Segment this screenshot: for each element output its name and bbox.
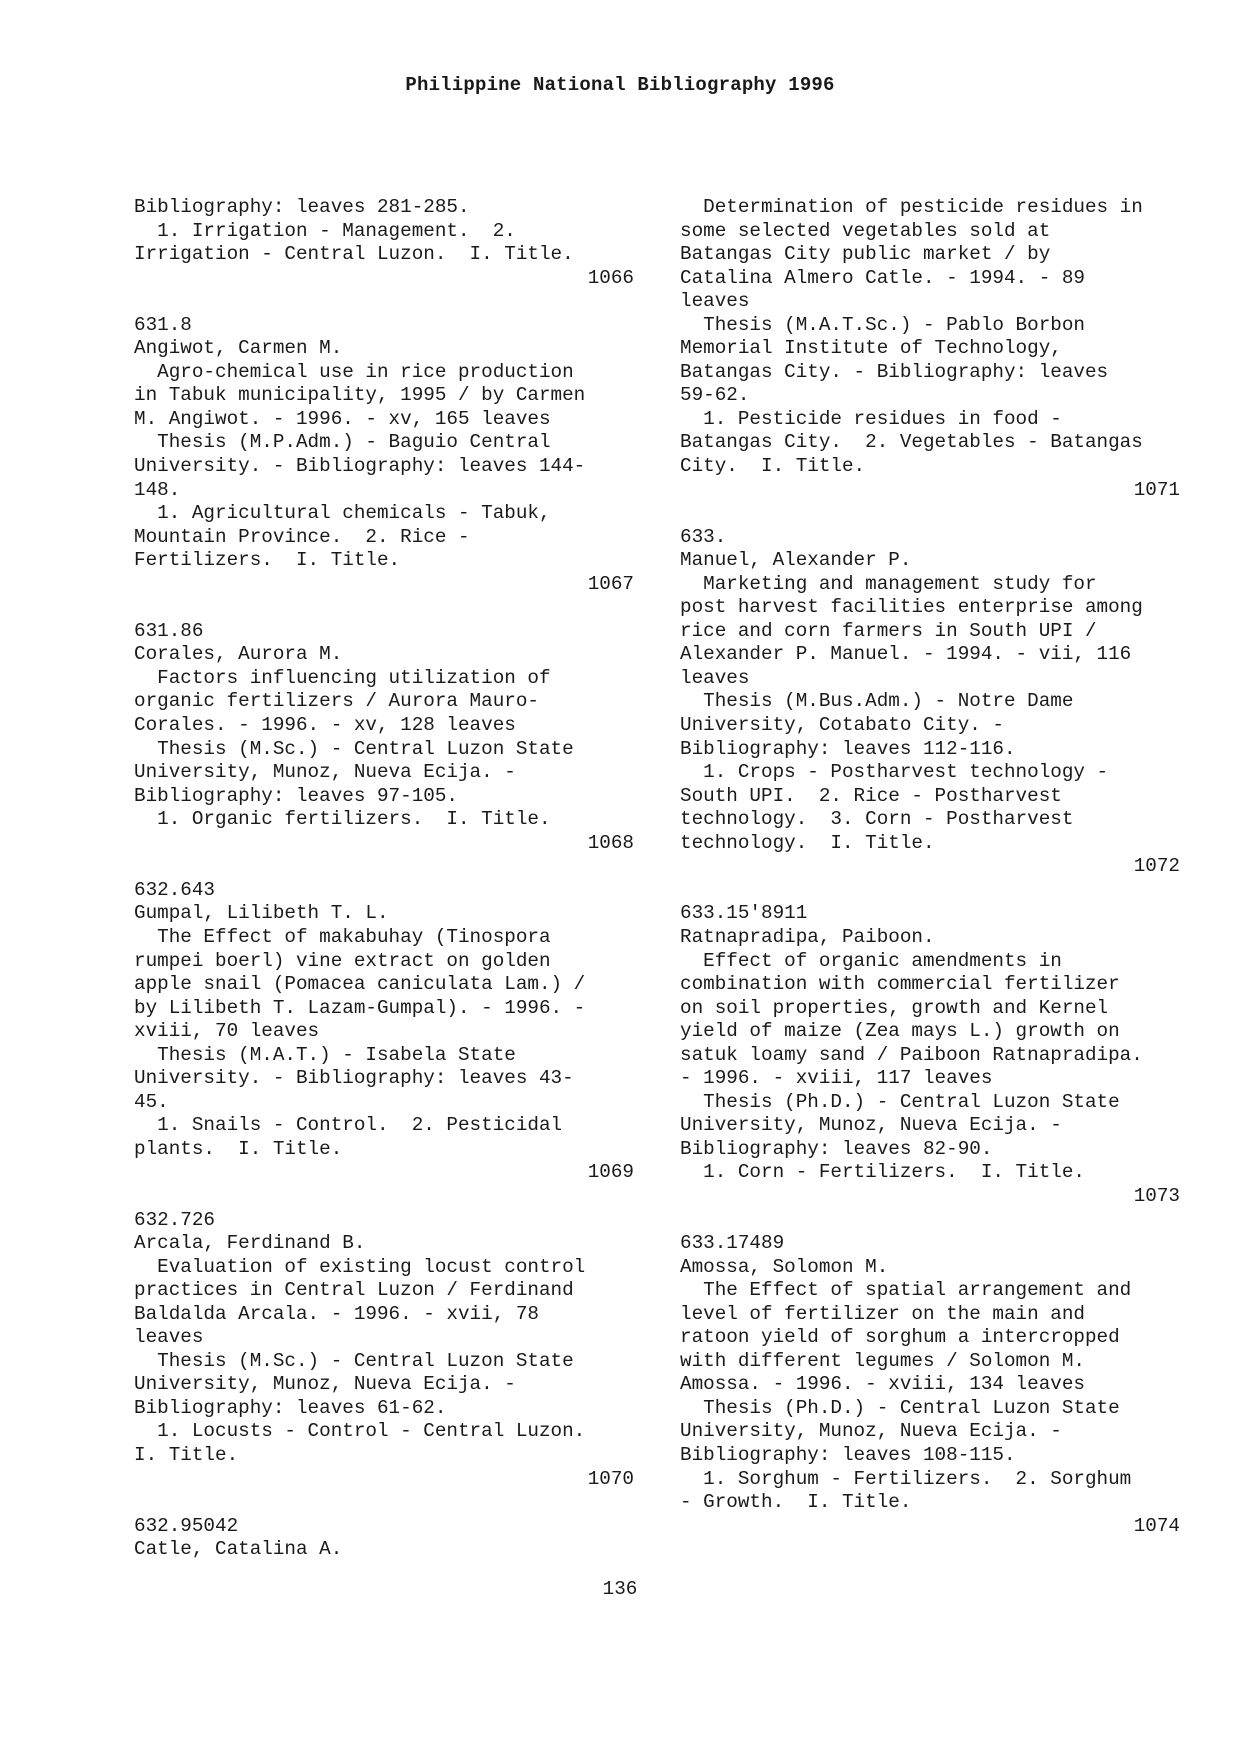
entry-number: 1074 xyxy=(1133,1514,1180,1537)
entry-line: Gumpal, Lilibeth T. L. xyxy=(134,902,389,925)
entry-line: xviii, 70 leaves xyxy=(134,1020,320,1043)
right-column xyxy=(680,196,1180,1538)
left-column xyxy=(134,196,634,1562)
entry-spacer xyxy=(134,1491,634,1515)
entry-line: 633.15'8911 xyxy=(680,902,808,925)
entry-line: Marketing and management study for xyxy=(680,572,1097,595)
entry-line: The Effect of makabuhay (Tinospora xyxy=(134,925,551,948)
entry-line: University, Munoz, Nueva Ecija. - xyxy=(680,1420,1062,1443)
entry-line: University, Munoz, Nueva Ecija. - xyxy=(134,1373,516,1396)
entry-spacer xyxy=(134,1185,634,1209)
entry-line: Catalina Almero Catle. - 1994. - 89 xyxy=(680,266,1085,289)
entry-line: Angiwot, Carmen M. xyxy=(134,337,343,360)
entry-line: 1. Organic fertilizers. I. Title. xyxy=(134,808,551,831)
continued-entry xyxy=(680,196,1180,502)
entry-line: Irrigation - Central Luzon. I. Title. xyxy=(134,243,574,266)
page-number: 136 xyxy=(602,1578,638,1600)
bibliography-entry xyxy=(680,902,1180,1208)
bibliography-entry xyxy=(680,526,1180,879)
entry-number: 1072 xyxy=(1133,855,1180,878)
entry-line: Alexander P. Manuel. - 1994. - vii, 116 xyxy=(680,643,1132,666)
entry-line: plants. I. Title. xyxy=(134,1137,343,1160)
entry-line: University, Cotabato City. - xyxy=(680,714,1004,737)
entry-line: Catle, Catalina A. xyxy=(134,1538,343,1561)
entry-number: 1070 xyxy=(587,1467,634,1490)
entry-line: Bibliography: leaves 108-115. xyxy=(680,1443,1016,1466)
entry-line: University. - Bibliography: leaves 144- xyxy=(134,455,586,478)
entry-spacer xyxy=(680,502,1180,526)
entry-spacer xyxy=(134,596,634,620)
continued-entry xyxy=(134,196,634,290)
entry-spacer xyxy=(134,855,634,879)
entry-line: Factors influencing utilization of xyxy=(134,666,551,689)
entry-line: on soil properties, growth and Kernel xyxy=(680,996,1109,1019)
bibliography-entry xyxy=(134,620,634,855)
entry-line: University, Munoz, Nueva Ecija. - xyxy=(680,1114,1062,1137)
entry-line: in Tabuk municipality, 1995 / by Carmen xyxy=(134,384,586,407)
entry-line: technology. I. Title. xyxy=(680,831,935,854)
entry-line: Bibliography: leaves 82-90. xyxy=(680,1137,993,1160)
entry-line: Thesis (Ph.D.) - Central Luzon State xyxy=(680,1396,1120,1419)
bibliography-entry xyxy=(134,879,634,1185)
entry-line: Arcala, Ferdinand B. xyxy=(134,1232,366,1255)
entry-line: level of fertilizer on the main and xyxy=(680,1302,1085,1325)
entry-spacer xyxy=(680,879,1180,903)
entry-line: Memorial Institute of Technology, xyxy=(680,337,1062,360)
entry-line: rumpei boerl) vine extract on golden xyxy=(134,949,551,972)
entry-line: post harvest facilities enterprise among xyxy=(680,596,1143,619)
entry-line: with different legumes / Solomon M. xyxy=(680,1349,1085,1372)
bibliography-entry xyxy=(134,314,634,597)
entry-number: 1071 xyxy=(1133,478,1180,501)
entry-line: yield of maize (Zea mays L.) growth on xyxy=(680,1020,1120,1043)
entry-line: Bibliography: leaves 61-62. xyxy=(134,1396,447,1419)
entry-line: - Growth. I. Title. xyxy=(680,1491,912,1514)
bibliography-entry xyxy=(134,1209,634,1492)
entry-line: apple snail (Pomacea caniculata Lam.) / xyxy=(134,973,586,996)
entry-line: 59-62. xyxy=(680,384,750,407)
entry-number: 1066 xyxy=(587,266,634,289)
entry-line: 1. Sorghum - Fertilizers. 2. Sorghum xyxy=(680,1467,1132,1490)
entry-line: leaves xyxy=(680,290,750,313)
entry-line: Effect of organic amendments in xyxy=(680,949,1062,972)
continuing-entry xyxy=(134,1515,634,1562)
entry-line: 1. Crops - Postharvest technology - xyxy=(680,761,1109,784)
entry-line: by Lilibeth T. Lazam-Gumpal). - 1996. - xyxy=(134,996,586,1019)
entry-line: City. I. Title. xyxy=(680,455,866,478)
entry-line: University, Munoz, Nueva Ecija. - xyxy=(134,761,516,784)
entry-line: Thesis (M.Bus.Adm.) - Notre Dame xyxy=(680,690,1074,713)
entry-line: Bibliography: leaves 112-116. xyxy=(680,737,1016,760)
entry-line: combination with commercial fertilizer xyxy=(680,973,1120,996)
entry-line: Bibliography: leaves 281-285. xyxy=(134,196,470,218)
entry-line: 1. Locusts - Control - Central Luzon. xyxy=(134,1420,586,1443)
entry-line: 1. Corn - Fertilizers. I. Title. xyxy=(680,1161,1085,1184)
entry-line: Thesis (M.A.T.Sc.) - Pablo Borbon xyxy=(680,313,1085,336)
entry-line: Agro-chemical use in rice production xyxy=(134,360,574,383)
entry-line: ratoon yield of sorghum a intercropped xyxy=(680,1326,1120,1349)
entry-line: Thesis (M.Sc.) - Central Luzon State xyxy=(134,737,574,760)
entry-number: 1069 xyxy=(587,1161,634,1184)
entry-line: Amossa. - 1996. - xviii, 134 leaves xyxy=(680,1373,1085,1396)
bibliography-entry xyxy=(680,1232,1180,1538)
entry-line: 631.8 xyxy=(134,313,192,336)
entry-line: leaves xyxy=(134,1326,204,1349)
entry-line: Corales. - 1996. - xv, 128 leaves xyxy=(134,714,516,737)
entry-line: The Effect of spatial arrangement and xyxy=(680,1279,1132,1302)
entry-line: Manuel, Alexander P. xyxy=(680,549,912,572)
entry-number: 1073 xyxy=(1133,1184,1180,1207)
entry-line: I. Title. xyxy=(134,1443,239,1466)
entry-line: 632.643 xyxy=(134,878,215,901)
entry-line: Thesis (M.Sc.) - Central Luzon State xyxy=(134,1349,574,1372)
entry-line: Corales, Aurora M. xyxy=(134,643,343,666)
entry-line: Thesis (M.P.Adm.) - Baguio Central xyxy=(134,431,551,454)
entry-line: Ratnapradipa, Paiboon. xyxy=(680,925,935,948)
entry-spacer xyxy=(680,1209,1180,1233)
entry-number: 1068 xyxy=(587,831,634,854)
entry-line: 633. xyxy=(680,525,727,548)
entry-line: Bibliography: leaves 97-105. xyxy=(134,784,458,807)
entry-line: practices in Central Luzon / Ferdinand xyxy=(134,1279,574,1302)
entry-line: Fertilizers. I. Title. xyxy=(134,549,401,572)
entry-line: Batangas City public market / by xyxy=(680,243,1051,266)
entry-line: 632.95042 xyxy=(134,1514,239,1537)
entry-line: 1. Agricultural chemicals - Tabuk, xyxy=(134,502,551,525)
entry-number: 1067 xyxy=(587,572,634,595)
entry-line: 1. Snails - Control. 2. Pesticidal xyxy=(134,1114,563,1137)
entry-line: 45. xyxy=(134,1090,169,1113)
entry-line: rice and corn farmers in South UPI / xyxy=(680,619,1097,642)
entry-line: 148. xyxy=(134,478,181,501)
entry-spacer xyxy=(134,290,634,314)
entry-line: satuk loamy sand / Paiboon Ratnapradipa. xyxy=(680,1043,1143,1066)
entry-line: 633.17489 xyxy=(680,1232,785,1255)
entry-line: Amossa, Solomon M. xyxy=(680,1255,889,1278)
entry-line: Baldalda Arcala. - 1996. - xvii, 78 xyxy=(134,1302,539,1325)
entry-line: Batangas City. 2. Vegetables - Batangas xyxy=(680,431,1143,454)
entry-line: some selected vegetables sold at xyxy=(680,219,1051,242)
entry-line: leaves xyxy=(680,666,750,689)
entry-line: - 1996. - xviii, 117 leaves xyxy=(680,1067,993,1090)
entry-line: M. Angiwot. - 1996. - xv, 165 leaves xyxy=(134,407,551,430)
entry-line: 632.726 xyxy=(134,1208,215,1231)
entry-line: 631.86 xyxy=(134,619,204,642)
entry-line: Thesis (Ph.D.) - Central Luzon State xyxy=(680,1090,1120,1113)
entry-line: Evaluation of existing locust control xyxy=(134,1255,586,1278)
page-title: Philippine National Bibliography 1996 xyxy=(405,74,835,96)
entry-line: organic fertilizers / Aurora Mauro- xyxy=(134,690,539,713)
entry-line: Thesis (M.A.T.) - Isabela State xyxy=(134,1043,516,1066)
entry-line: 1. Irrigation - Management. 2. xyxy=(134,219,516,242)
entry-line: Batangas City. - Bibliography: leaves xyxy=(680,360,1109,383)
entry-line: University. - Bibliography: leaves 43- xyxy=(134,1067,574,1090)
entry-line: Determination of pesticide residues in xyxy=(680,196,1143,218)
entry-line: technology. 3. Corn - Postharvest xyxy=(680,808,1074,831)
entry-line: 1. Pesticide residues in food - xyxy=(680,407,1062,430)
entry-line: South UPI. 2. Rice - Postharvest xyxy=(680,784,1062,807)
entry-line: Mountain Province. 2. Rice - xyxy=(134,525,470,548)
